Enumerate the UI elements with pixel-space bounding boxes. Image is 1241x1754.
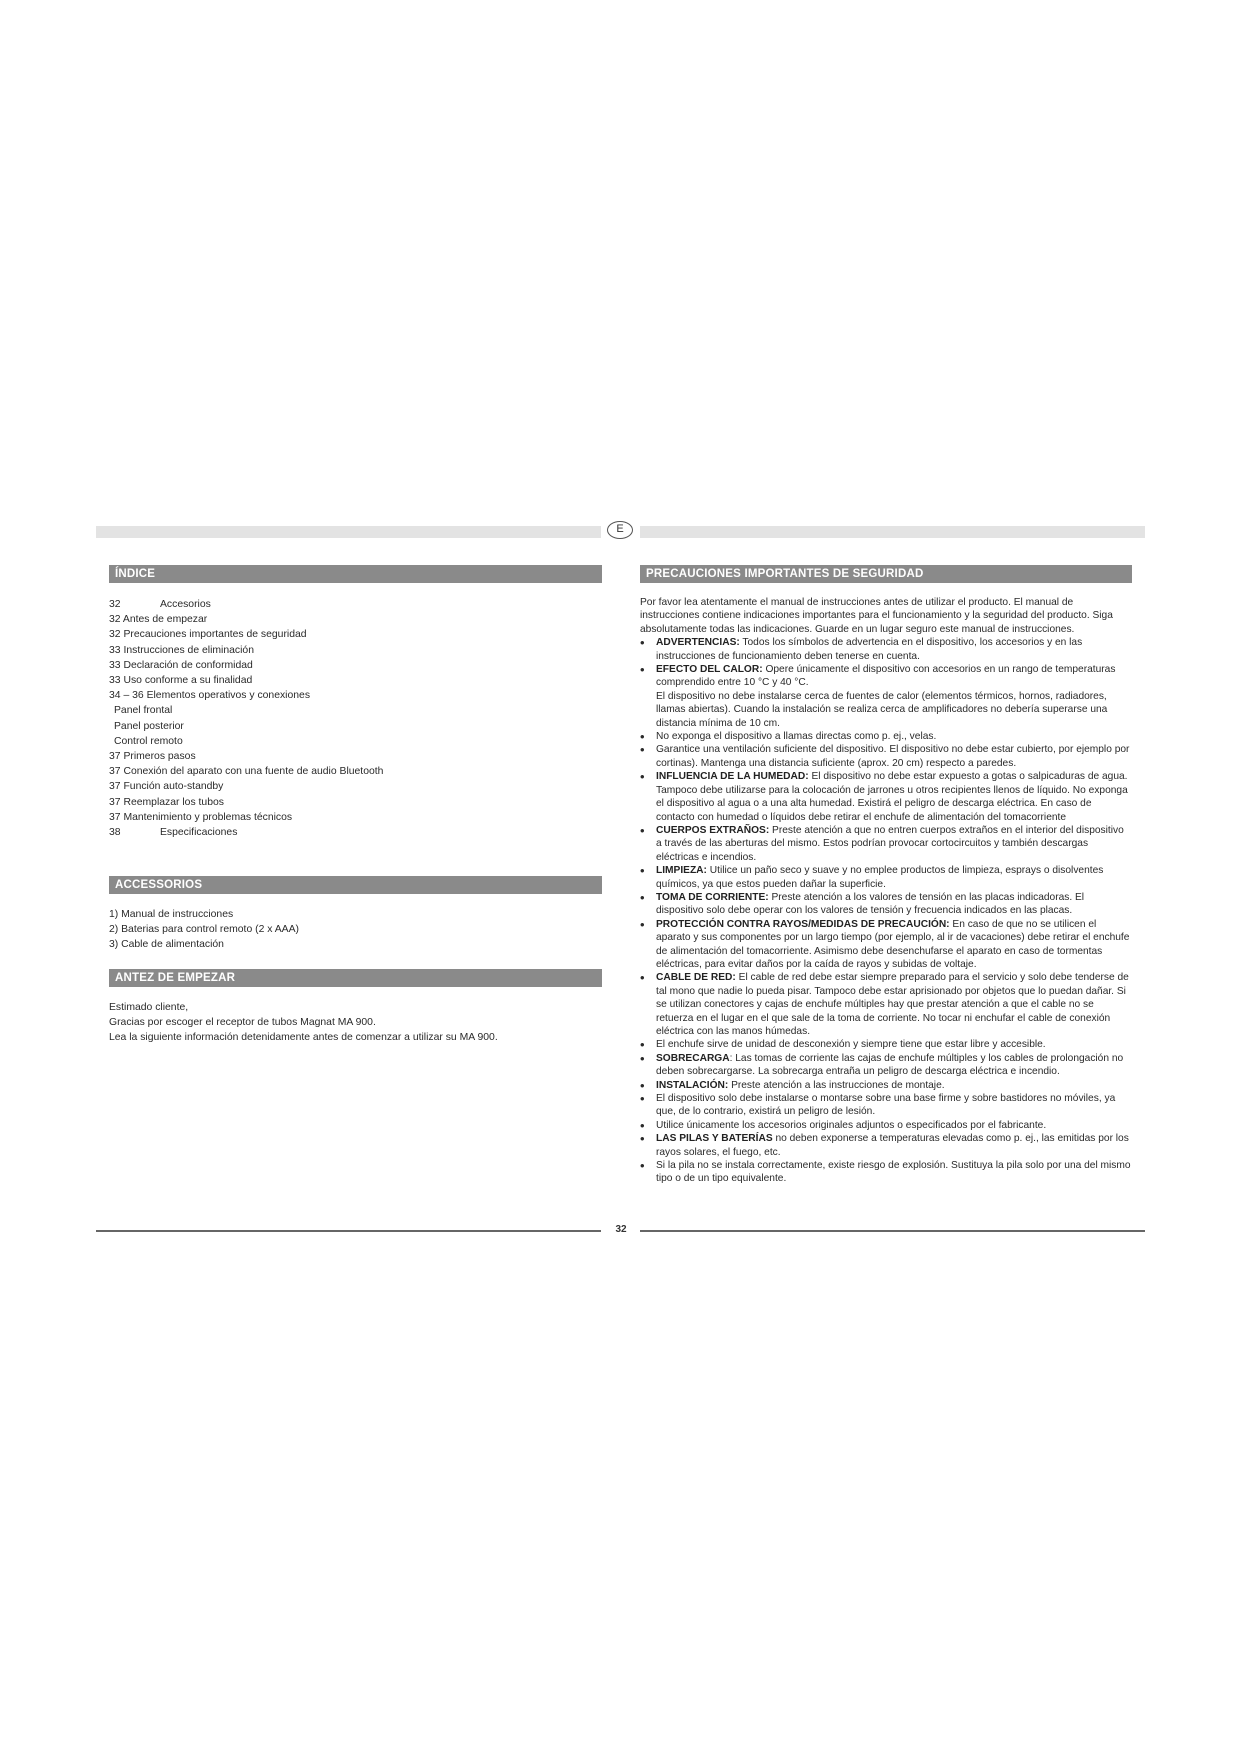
safety-bullet — [640, 971, 1132, 1038]
bullet-text: El enchufe sirve de unidad de desconexión y siempre tiene que estar libre y accesible. — [656, 1039, 1046, 1051]
toc-entry — [109, 658, 599, 673]
bullet-title: PROTECCIÓN CONTRA RAYOS/MEDIDAS DE PRECAUCIÓN: — [656, 918, 950, 930]
toc-entry — [109, 703, 599, 718]
list-item: 1) Manual de instrucciones — [109, 909, 234, 920]
bullet-text: En caso de que no se utilicen el aparato y sus componentes por un largo tiempo (por ejemplo, al ir de vacaciones) debe retirar el enchufe de alimentación del tomacorriente. Asimismo debe desenchufarse el aparato en caso de tormentas eléctricas, para evitar daños por la caída de rayos y subidas de voltaje. — [656, 918, 1130, 970]
toc-label: Declaración de conformidad — [123, 659, 253, 671]
bullet-text: Opere únicamente el dispositivo con accesorios en un rango de temperaturas comprendido entre 10 °C y 40 °C. — [656, 664, 1116, 689]
toc-entry — [109, 779, 599, 794]
toc-entry — [109, 612, 599, 627]
toc-entry — [109, 627, 599, 642]
bullet-text: Garantice una ventilación suficiente del dispositivo. El dispositivo no debe estar cubierto, por ejemplo por cortinas). Mantenga una distancia suficiente (aprox. 20 cm) respecto a paredes. — [656, 744, 1130, 769]
toc-entry — [109, 673, 599, 688]
indice-heading: ÍNDICE — [109, 565, 602, 583]
toc-page: 37 — [109, 811, 121, 823]
toc-label: Conexión del aparato con una fuente de audio Bluetooth — [123, 766, 384, 778]
bullet-text: Preste atención a que no entren cuerpos extraños en el interior del dispositivo a través de las aberturas del mismo. Estos podrían provocar cortocircuitos y también descargas eléctricas e incendios. — [656, 824, 1124, 863]
bullet-text: Utilice un paño seco y suave y no emplee productos de limpieza, esprays o disolventes químicos, ya que estos pueden dañar la superficie. — [656, 865, 1104, 890]
safety-bullet — [640, 824, 1132, 864]
toc-label: Primeros pasos — [123, 751, 196, 763]
toc-page: 32 — [109, 629, 121, 641]
toc-page: 37 — [109, 781, 121, 793]
toc-page: 33 — [109, 675, 121, 687]
bullet-text: Preste atención a los valores de tensión en las placas indicadoras. El dispositivo solo debe operar con los valores de tensión y frecuencia indicados en las placas. — [656, 891, 1085, 917]
safety-bullet — [640, 1092, 1132, 1119]
precauciones-heading: PRECAUCIONES IMPORTANTES DE SEGURIDAD — [640, 565, 1132, 583]
toc-label: Precauciones importantes de seguridad — [123, 629, 307, 641]
safety-bullet — [640, 918, 1132, 972]
greeting: Estimado cliente, — [109, 1002, 189, 1013]
bullet-text: El dispositivo no debe estar expuesto a gotas o salpicaduras de agua. Tampoco debe utilizarse para la colocación de jarrones u otros recipientes llenos de líquido. No exponga el dispositivo al agua o a una alta humedad. Existirá el peligro de descarga eléctrica. En caso de contacto con humedad o líquidos debe retirar el enchufe de alimentación del tomacorriente — [656, 771, 1128, 823]
safety-bullet — [640, 770, 1132, 824]
toc-entry — [109, 688, 599, 703]
indice-list — [109, 597, 599, 840]
bullet-text: no deben exponerse a temperaturas elevadas como p. ej., las emitidas por los rayos solares, el fuego, etc. — [656, 1133, 1129, 1158]
toc-page: 37 — [109, 796, 121, 808]
bullet-text: El cable de red debe estar siempre preparado para el servicio y solo debe tenderse de tal mono que nadie lo pueda pisar. Tampoco debe estar aprisionado por objetos que lo puedan dañar. Si se utilizan conectores y cajas de enchufe múltiples hay que prestar atención a que el cable no se retuerza en el lugar en el que sale de la toma de corriente. No tocar ni enchufar el cable de conexión eléctrica con las manos húmedas. — [656, 972, 1129, 1037]
toc-entry — [109, 749, 599, 764]
toc-page: 32 — [109, 614, 121, 626]
toc-entry — [109, 795, 599, 810]
toc-label: Antes de empezar — [122, 614, 208, 626]
page-number: 32 — [615, 1224, 627, 1235]
safety-bullet — [640, 891, 1132, 918]
toc-page: 37 — [109, 766, 121, 778]
toc-page: 32 — [109, 599, 121, 610]
toc-page: 38 — [109, 827, 121, 839]
toc-entry — [109, 764, 599, 779]
footer-bar-right — [640, 1230, 1145, 1232]
bullet-text: Si la pila no se instala correctamente, existe riesgo de explosión. Sustituya la pila solo por una del mismo tipo o de un tipo equivalente. — [656, 1160, 1131, 1185]
precauciones-intro: Por favor lea atentamente el manual de instrucciones antes de utilizar el producto. El manual de instrucciones contiene indicaciones importantes para el funcionamiento y la seguridad del producto. Siga absolutamente todas las indicaciones. Guarde en un lugar seguro este manual de instrucciones. — [640, 597, 1113, 635]
toc-page: 37 — [109, 751, 121, 763]
bullet-text: El dispositivo solo debe instalarse o montarse sobre una base firme y sobre bastidores no móviles, ya que, de lo contrario, existirá un peligro de lesión. — [656, 1093, 1116, 1118]
toc-label: Panel posterior — [114, 720, 184, 732]
precauciones-body — [640, 596, 1132, 1186]
accesorios-list — [109, 907, 599, 953]
bullet-title: CUERPOS EXTRAÑOS: — [656, 824, 770, 836]
toc-page: 33 — [109, 659, 121, 671]
safety-bullet — [640, 636, 1132, 663]
toc-label: Reemplazar los tubos — [123, 796, 224, 808]
safety-bullet — [640, 1159, 1132, 1186]
safety-bullet — [640, 730, 1132, 743]
bullet-title: EFECTO DEL CALOR: — [656, 664, 763, 676]
bullet-title: LIMPIEZA: — [656, 865, 707, 877]
read-line: Lea la siguiente información detenidamente antes de comenzar a utilizar su MA 900. — [109, 1032, 498, 1044]
toc-label: Especificaciones — [160, 827, 238, 839]
list-item: 3) Cable de alimentación — [109, 939, 224, 951]
toc-entry — [109, 825, 599, 840]
safety-bullet — [640, 663, 1132, 730]
bullet-text: Utilice únicamente los accesorios originales adjuntos o especificados por el fabricante. — [656, 1119, 1047, 1131]
list-item: 2) Baterias para control remoto (2 x AAA) — [109, 924, 299, 936]
toc-label: Instrucciones de eliminación — [123, 644, 254, 656]
toc-entry — [109, 810, 599, 825]
bullet-text: Todos los símbolos de advertencia en el dispositivo, los accesorios y en las instrucciones de funcionamiento deben tenerse en cuenta. — [656, 637, 1083, 662]
toc-label: Uso conforme a su finalidad — [123, 675, 253, 687]
bullet-title: TOMA DE CORRIENTE: — [656, 891, 769, 903]
antes-heading: ANTEZ DE EMPEZAR — [109, 969, 602, 987]
header-bar-left — [96, 526, 601, 538]
antes-text — [109, 1000, 599, 1046]
toc-label: Función auto-standby — [123, 781, 224, 793]
bullet-title: CABLE DE RED: — [656, 972, 736, 984]
bullet-title: ADVERTENCIAS: — [656, 637, 740, 649]
bullet-extra-text: El dispositivo no debe instalarse cerca de fuentes de calor (elementos térmicos, hornos, radiadores, llamas abiertas). Cuando la instalación se realiza cerca de amplificadores no debería superarse una distancia mínima de 10 cm. — [656, 690, 1108, 729]
toc-label: Mantenimiento y problemas técnicos — [123, 811, 293, 823]
bullet-title: SOBRECARGA — [656, 1052, 730, 1064]
safety-bullet — [640, 743, 1132, 770]
safety-bullet — [640, 864, 1132, 891]
toc-entry — [109, 597, 599, 612]
safety-bullet — [640, 1132, 1132, 1159]
safety-bullet — [640, 1119, 1132, 1132]
toc-label: Control remoto — [114, 735, 183, 747]
toc-entry — [109, 643, 599, 658]
bullet-text: Preste atención a las instrucciones de montaje. — [728, 1079, 945, 1091]
thanks-line: Gracias por escoger el receptor de tubos Magnat MA 900. — [109, 1017, 376, 1029]
bullet-title: INFLUENCIA DE LA HUMEDAD: — [656, 771, 809, 783]
toc-label: Accesorios — [160, 599, 211, 610]
safety-bullet — [640, 1038, 1132, 1051]
bullet-title: INSTALACIÓN: — [656, 1079, 729, 1091]
toc-entry — [109, 719, 599, 734]
footer-bar-left — [96, 1230, 601, 1232]
bullet-text: : Las tomas de corriente las cajas de enchufe múltiples y los cables de prolongación no deben sobrecargarse. La sobrecarga entraña un peligro de descarga eléctrica e incendio. — [656, 1052, 1124, 1078]
language-badge: E — [607, 521, 633, 539]
toc-label: Panel frontal — [114, 705, 173, 717]
accesorios-heading: ACCESSORIOS — [109, 876, 602, 894]
safety-bullet — [640, 1079, 1132, 1092]
toc-page: 33 — [109, 644, 121, 656]
toc-entry — [109, 734, 599, 749]
bullet-title: LAS PILAS Y BATERÍAS — [656, 1133, 773, 1145]
safety-bullet — [640, 1052, 1132, 1079]
toc-label: Elementos operativos y conexiones — [146, 690, 311, 702]
toc-page: 34 – 36 — [109, 690, 144, 702]
header-bar-right — [640, 526, 1145, 538]
bullet-text: No exponga el dispositivo a llamas directas como p. ej., velas. — [656, 731, 937, 743]
